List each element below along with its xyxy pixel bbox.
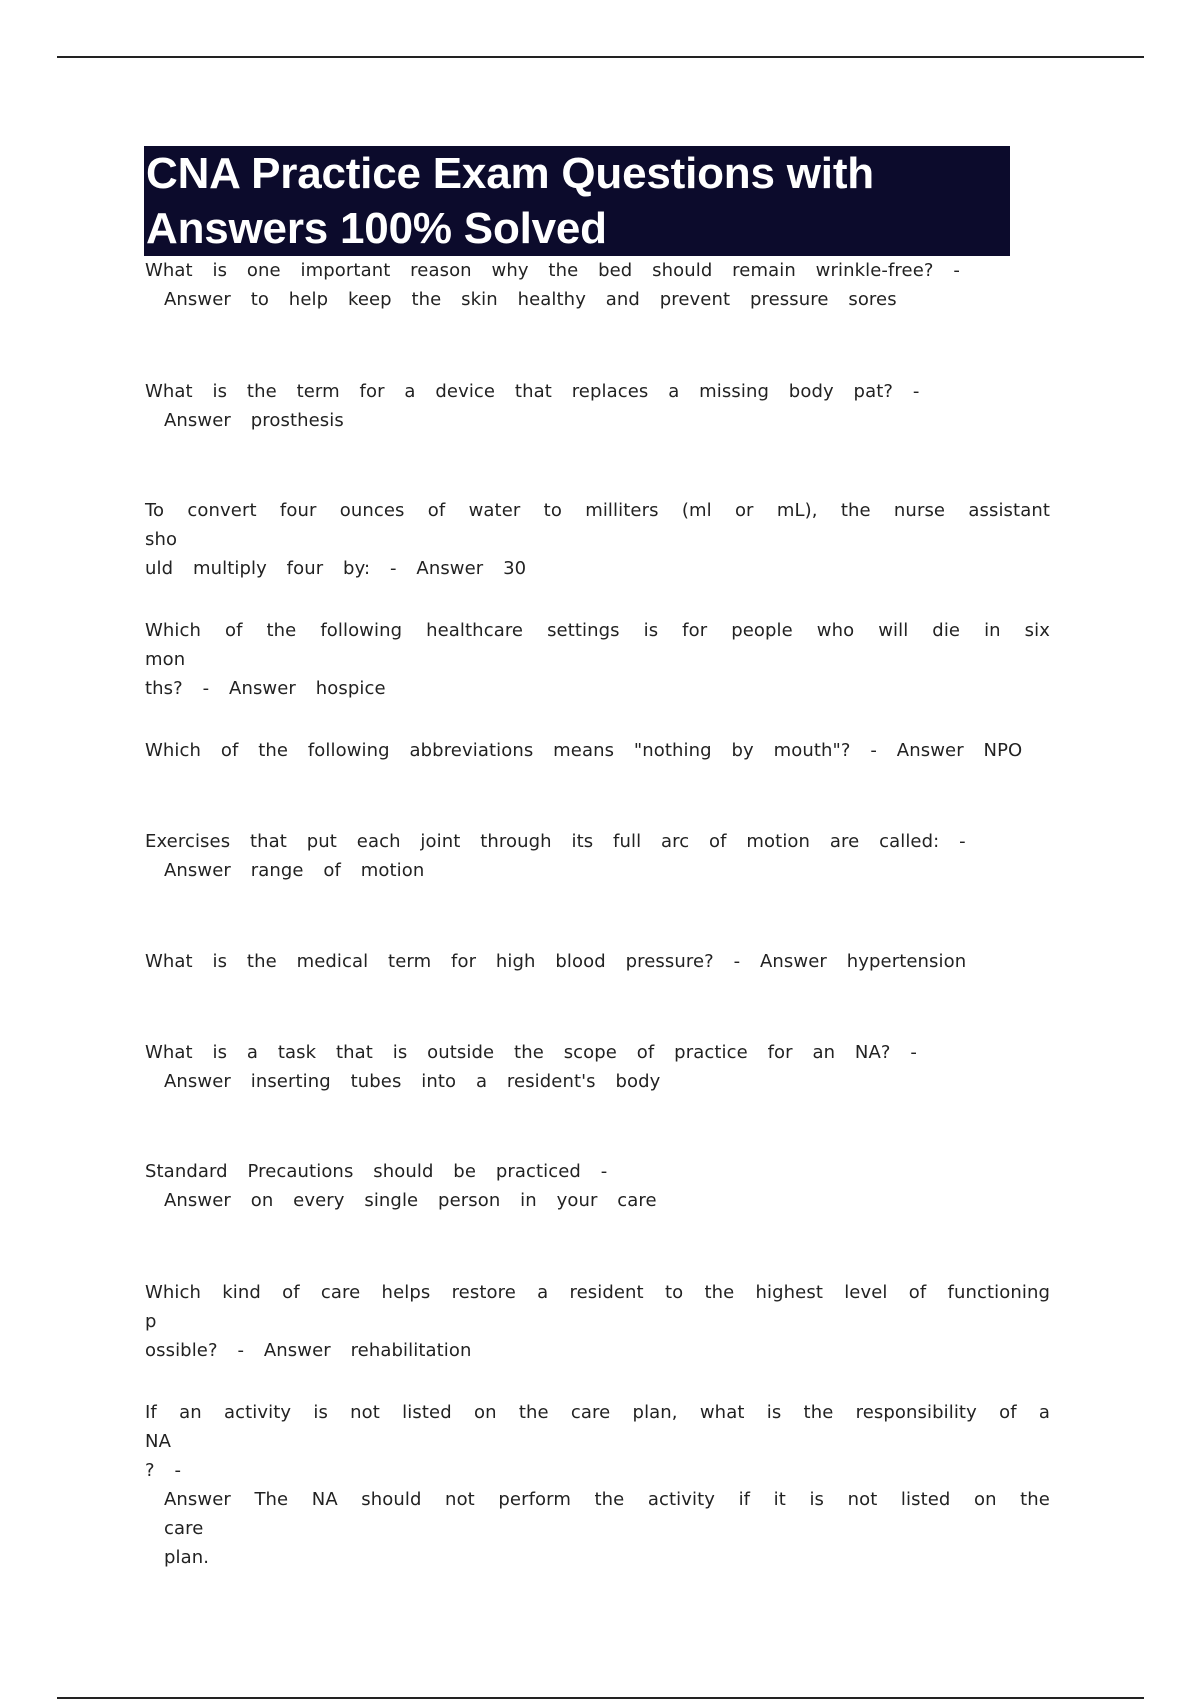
title-line-1: CNA Practice Exam Questions with <box>146 149 874 198</box>
question-text: Exercises that put each joint through its full arc of motion are called: - <box>145 831 966 852</box>
question-continuation: ths? - Answer hospice <box>145 678 386 699</box>
question-text: What is a task that is outside the scope of practice for an NA? - <box>145 1042 917 1063</box>
question-text: If an activity is not listed on the care plan, what is the responsibility of a NA <box>145 1402 1050 1452</box>
top-rule <box>57 56 1144 58</box>
qa-item-8 <box>145 1038 1050 1096</box>
qa-item-7 <box>145 947 1050 976</box>
title-line-2: Answers 100% Solved <box>146 204 607 253</box>
question-text: What is one important reason why the bed should remain wrinkle-free? - <box>145 260 960 281</box>
answer-text: Answer inserting tubes into a resident's body <box>164 1071 661 1092</box>
question-text: To convert four ounces of water to milliters (ml or mL), the nurse assistant sho <box>145 500 1050 550</box>
question-text: Which of the following abbreviations means "nothing by mouth"? - Answer NPO <box>145 740 1023 761</box>
qa-item-6 <box>145 827 1050 885</box>
qa-item-4 <box>145 616 1050 703</box>
qa-item-1 <box>145 256 1050 314</box>
answer-text: Answer range of motion <box>164 860 425 881</box>
question-continuation: ? - <box>145 1460 182 1481</box>
qa-item-3 <box>145 496 1050 583</box>
question-continuation: ossible? - Answer rehabilitation <box>145 1340 472 1361</box>
question-text: Which kind of care helps restore a resident to the highest level of functioning p <box>145 1282 1050 1332</box>
qa-item-9 <box>145 1157 1050 1215</box>
question-text: Which of the following healthcare settings is for people who will die in six mon <box>145 620 1050 670</box>
answer-text: Answer on every single person in your care <box>164 1190 657 1211</box>
qa-item-2 <box>145 377 1050 435</box>
question-text: What is the medical term for high blood pressure? - Answer hypertension <box>145 951 967 972</box>
qa-item-10 <box>145 1278 1050 1365</box>
document-title <box>144 146 1010 256</box>
answer-continuation: plan. <box>164 1547 210 1568</box>
answer-text: Answer to help keep the skin healthy and prevent pressure sores <box>164 289 897 310</box>
answer-text: Answer prosthesis <box>164 410 344 431</box>
question-text: What is the term for a device that replaces a missing body pat? - <box>145 381 920 402</box>
answer-text: Answer The NA should not perform the activity if it is not listed on the care <box>164 1489 1050 1539</box>
qa-item-11 <box>145 1398 1050 1572</box>
question-text: Standard Precautions should be practiced - <box>145 1161 608 1182</box>
bottom-rule <box>57 1697 1144 1699</box>
qa-item-5 <box>145 736 1050 765</box>
question-continuation: uld multiply four by: - Answer 30 <box>145 558 527 579</box>
